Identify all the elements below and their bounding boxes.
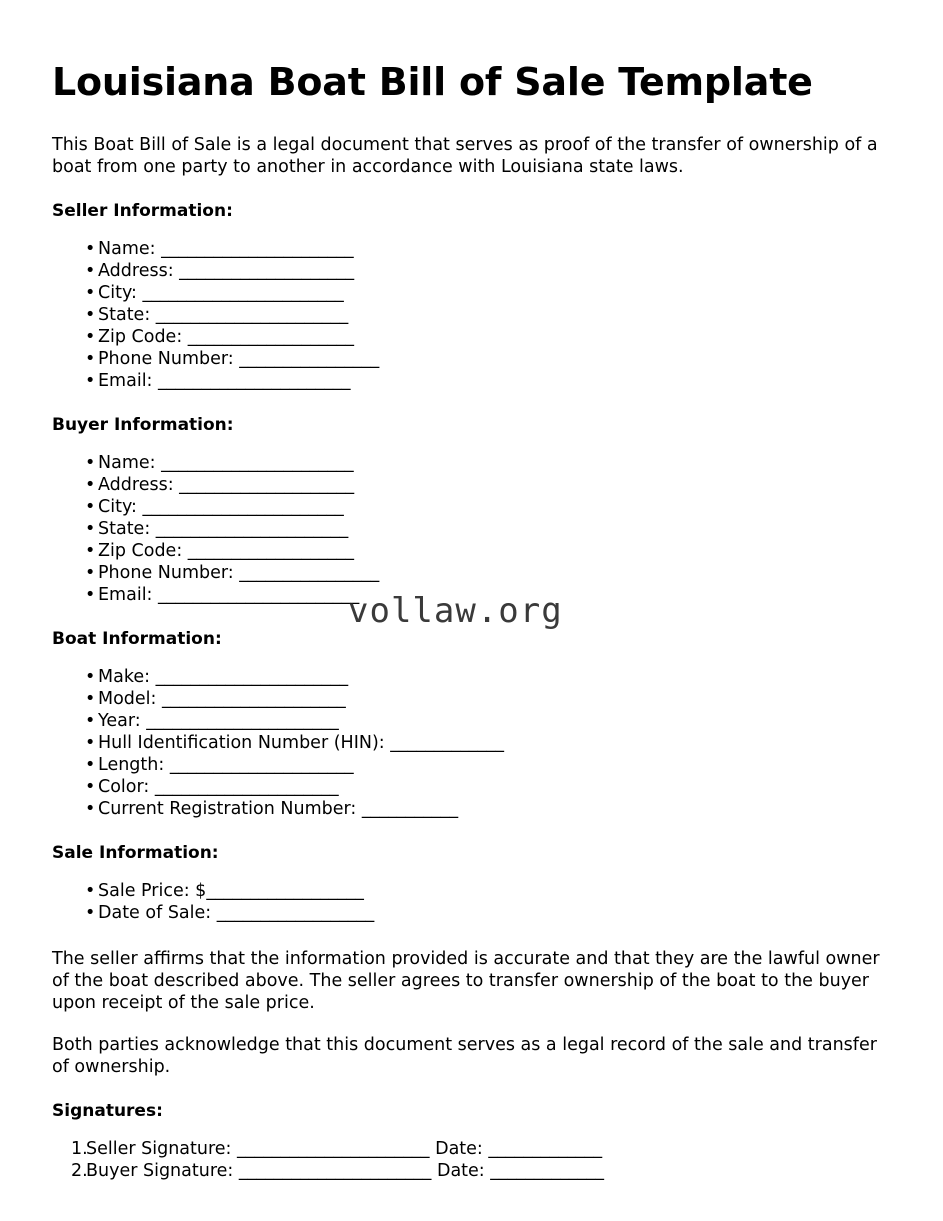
signature-blank[interactable]: ______________________ — [237, 1138, 430, 1159]
field-blank[interactable]: ______________________ — [155, 518, 349, 539]
field-blank[interactable]: ________________ — [239, 562, 380, 583]
field-row-seller-phone — [52, 348, 882, 370]
field-label: State: — [98, 518, 151, 539]
field-label: Email: — [98, 584, 153, 605]
field-label: Name: — [98, 452, 156, 473]
date-blank[interactable]: _____________ — [490, 1160, 605, 1181]
field-blank[interactable]: ______________________ — [155, 666, 349, 687]
field-label: Phone Number: — [98, 348, 234, 369]
field-row-sale-price — [52, 880, 882, 902]
section-heading-signatures: Signatures: — [52, 1100, 163, 1121]
field-row-buyer-email — [52, 584, 882, 606]
date-blank[interactable]: _____________ — [488, 1138, 603, 1159]
field-blank[interactable]: ______________________ — [146, 710, 339, 731]
field-label: Length: — [98, 754, 165, 775]
field-blank[interactable]: ______________________ — [161, 238, 354, 259]
section-heading-buyer: Buyer Information: — [52, 414, 234, 435]
field-row-buyer-name — [52, 452, 882, 474]
field-label: Year: — [98, 710, 141, 731]
affirmation-paragraph: The seller affirms that the information provided is accurate and that they are the lawful owner of the boat described above. The seller agrees to transfer ownership of the boat to the buyer upon receipt of the sale price. — [52, 948, 880, 1013]
field-row-buyer-city — [52, 496, 882, 518]
field-blank[interactable]: _____________________ — [169, 754, 354, 775]
field-row-boat-color — [52, 776, 882, 798]
intro-paragraph: This Boat Bill of Sale is a legal document that serves as proof of the transfer of ownership of a boat from one party to another in accordance with Louisiana state laws. — [52, 134, 878, 177]
field-row-seller-email — [52, 370, 882, 392]
field-row-sale-date — [52, 902, 882, 924]
seller-field-list — [52, 222, 882, 392]
signature-label: Seller Signature: — [86, 1138, 232, 1159]
acknowledgement-paragraph: Both parties acknowledge that this document serves as a legal record of the sale and transfer of ownership. — [52, 1034, 877, 1077]
signature-row-buyer — [52, 1160, 882, 1182]
field-label: Color: — [98, 776, 150, 797]
field-label: Date of Sale: — [98, 902, 212, 923]
field-label: Model: — [98, 688, 157, 709]
watermark: vollaw.org — [348, 591, 563, 631]
boat-field-list — [52, 650, 882, 820]
field-blank[interactable]: _______________________ — [142, 282, 344, 303]
section-heading-boat: Boat Information: — [52, 628, 222, 649]
field-blank[interactable]: __________________ — [216, 902, 375, 923]
field-blank[interactable]: ___________________ — [187, 326, 355, 347]
field-label: State: — [98, 304, 151, 325]
field-label: City: — [98, 496, 137, 517]
signature-list — [52, 1122, 882, 1182]
field-label: Phone Number: — [98, 562, 234, 583]
buyer-field-list — [52, 436, 882, 606]
field-row-boat-hin — [52, 732, 882, 754]
field-blank[interactable]: _____________ — [390, 732, 504, 753]
field-label: Sale Price: $ — [98, 880, 207, 901]
field-blank[interactable]: ___________________ — [187, 540, 355, 561]
field-label: Email: — [98, 370, 153, 391]
field-row-seller-address — [52, 260, 882, 282]
field-blank[interactable]: ______________________ — [155, 304, 349, 325]
field-row-boat-length — [52, 754, 882, 776]
field-label: City: — [98, 282, 137, 303]
field-blank[interactable]: __________________ — [206, 880, 364, 901]
document-content — [52, 0, 882, 1182]
field-blank[interactable]: ____________________ — [179, 474, 355, 495]
field-row-boat-registration — [52, 798, 882, 820]
field-row-buyer-address — [52, 474, 882, 496]
signature-blank[interactable]: ______________________ — [238, 1160, 432, 1181]
signature-row-seller — [52, 1138, 882, 1160]
field-row-boat-year — [52, 710, 882, 732]
page-title: Louisiana Boat Bill of Sale Template — [52, 60, 813, 104]
field-row-seller-state — [52, 304, 882, 326]
field-row-buyer-state — [52, 518, 882, 540]
field-blank[interactable]: _____________________ — [162, 688, 346, 709]
field-row-seller-name — [52, 238, 882, 260]
field-row-seller-zip — [52, 326, 882, 348]
field-blank[interactable]: _____________________ — [154, 776, 339, 797]
field-label: Address: — [98, 474, 174, 495]
sale-field-list — [52, 864, 882, 924]
section-heading-seller: Seller Information: — [52, 200, 233, 221]
date-label: Date: — [436, 1160, 485, 1181]
field-row-seller-city — [52, 282, 882, 304]
field-label: Zip Code: — [98, 540, 183, 561]
date-label: Date: — [435, 1138, 483, 1159]
signature-label: Buyer Signature: — [86, 1160, 234, 1181]
section-heading-sale: Sale Information: — [52, 842, 219, 863]
field-blank[interactable]: ________________ — [239, 348, 380, 369]
field-blank[interactable]: ______________________ — [158, 370, 351, 391]
field-blank[interactable]: _______________________ — [158, 584, 360, 605]
field-label: Hull Identification Number (HIN): — [98, 732, 385, 753]
field-label: Make: — [98, 666, 150, 687]
field-label: Address: — [98, 260, 174, 281]
field-blank[interactable]: ______________________ — [161, 452, 354, 473]
field-label: Zip Code: — [98, 326, 183, 347]
field-blank[interactable]: ____________________ — [179, 260, 355, 281]
field-blank[interactable]: ___________ — [361, 798, 459, 819]
field-row-buyer-zip — [52, 540, 882, 562]
field-row-boat-make — [52, 666, 882, 688]
field-blank[interactable]: _______________________ — [142, 496, 344, 517]
field-row-boat-model — [52, 688, 882, 710]
field-label: Name: — [98, 238, 156, 259]
field-row-buyer-phone — [52, 562, 882, 584]
field-label: Current Registration Number: — [98, 798, 357, 819]
